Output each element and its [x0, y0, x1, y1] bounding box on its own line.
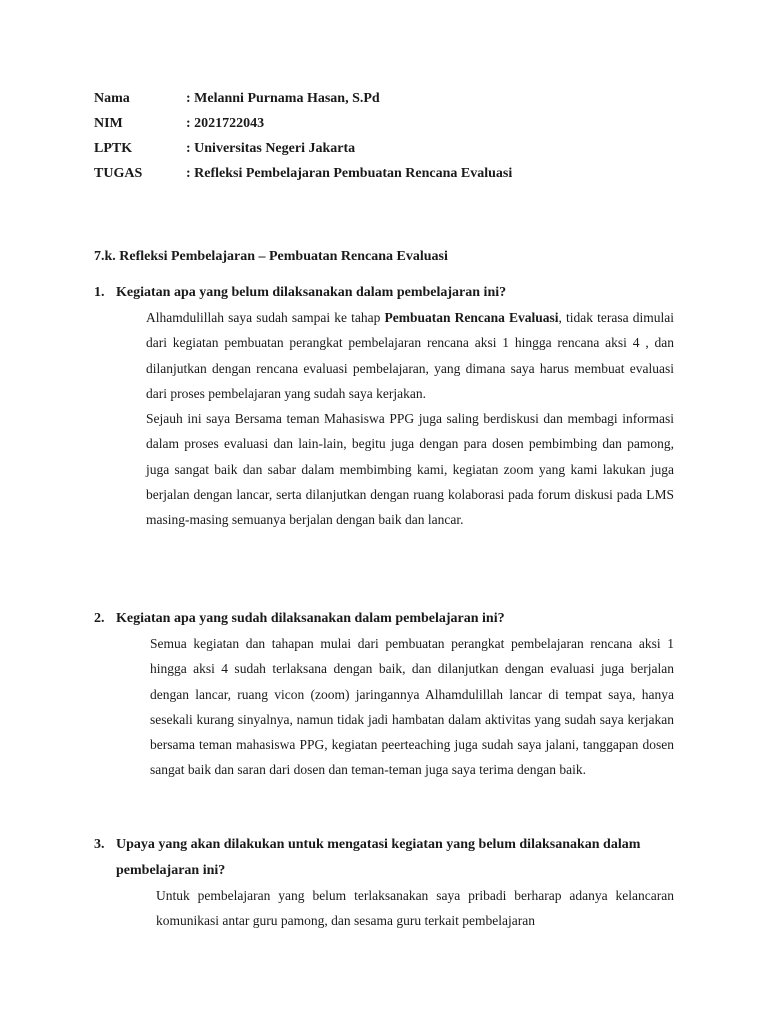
answer-text [156, 883, 674, 934]
identity-label: TUGAS [94, 166, 143, 181]
question-number: 3. [94, 837, 105, 852]
question-text: Kegiatan apa yang sudah dilaksanakan dalam pembelajaran ini? [116, 611, 505, 626]
question-text: Kegiatan apa yang belum dilaksanakan dalam pembelajaran ini? [116, 285, 507, 300]
question-block-1 [94, 280, 674, 533]
answer-text [146, 305, 674, 533]
identity-value: : 2021722043 [186, 116, 265, 131]
identity-row-nama [94, 86, 512, 111]
identity-row-lptk [94, 136, 512, 161]
question-text: Upaya yang akan dilakukan untuk mengatasi kegiatan yang belum dilaksanakan dalam pembelajaran ini? [116, 837, 641, 878]
answer-rest: , tidak terasa dimulai dari kegiatan pembuatan perangkat pembelajaran rencana aksi 1 hingga rencana aksi 4 , dan dilanjutkan dengan rencana evaluasi pembelajaran, yang dimana saya harus membuat evaluasi dari proses pembelajaran yang sudah saya kerjakan. [146, 310, 675, 401]
identity-table [94, 86, 512, 186]
identity-value: : Universitas Negeri Jakarta [186, 141, 356, 156]
question-number: 1. [94, 285, 105, 300]
question-heading [94, 606, 674, 632]
answer-paragraph [146, 305, 674, 406]
question-block-3 [94, 832, 674, 934]
identity-row-tugas [94, 161, 512, 186]
identity-row-nim [94, 111, 512, 136]
question-heading [94, 832, 674, 884]
question-block-2 [94, 606, 674, 783]
answer-text [150, 631, 674, 783]
question-number: 2. [94, 611, 105, 626]
question-heading [94, 280, 674, 306]
identity-label: Nama [94, 91, 130, 106]
answer-emphasis: Pembuatan Rencana Evaluasi [384, 310, 559, 325]
answer-paragraph: Sejauh ini saya Bersama teman Mahasiswa PPG juga saling berdiskusi dan membagi informasi dalam proses evaluasi dan lain-lain, begitu juga dengan para dosen pembimbing dan pamong, juga sangat baik dan sabar dalam membimbing kami, kegiatan zoom yang kami lakukan juga berjalan dengan lancar, serta dilanjutkan dengan ruang kolaborasi pada forum diskusi pada LMS masing-masing semuanya berjalan dengan baik dan lancar. [146, 411, 674, 528]
section-title: 7.k. Refleksi Pembelajaran – Pembuatan Rencana Evaluasi [94, 249, 448, 264]
answer-intro: Alhamdulillah saya sudah sampai ke tahap [146, 310, 385, 325]
identity-label: NIM [94, 116, 123, 131]
identity-value: : Melanni Purnama Hasan, S.Pd [186, 91, 380, 106]
identity-label: LPTK [94, 141, 133, 156]
answer-paragraph: Semua kegiatan dan tahapan mulai dari pembuatan perangkat pembelajaran rencana aksi 1 hingga aksi 4 sudah terlaksana dengan baik, dan dilanjutkan dengan evaluasi juga berjalan dengan lancar, ruang vicon (zoom) jaringannya Alhamdulillah lancar di tempat saya, hanya sesekali kurang sinyalnya, namun tidak jadi hambatan dalam aktivitas yang sudah saya kerjakan bersama teman mahasiswa PPG, kegiatan peerteaching juga sudah saya jalani, tanggapan dosen sangat baik dan saran dari dosen dan teman-teman juga saya terima dengan baik. [150, 636, 674, 778]
identity-value: : Refleksi Pembelajaran Pembuatan Rencana Evaluasi [186, 166, 513, 181]
answer-paragraph: Untuk pembelajaran yang belum terlaksanakan saya pribadi berharap adanya kelancaran komunikasi antar guru pamong, dan sesama guru terkait pembelajaran [156, 888, 674, 929]
